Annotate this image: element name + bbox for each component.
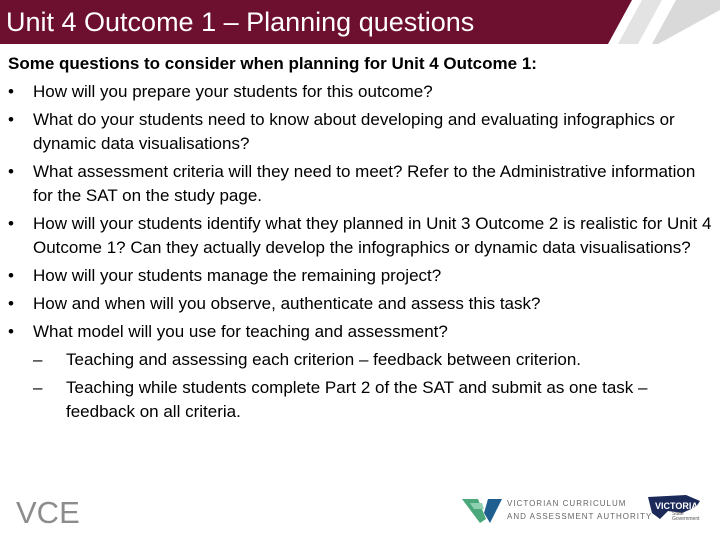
vce-logo: VCE	[16, 495, 80, 530]
slide-title: Unit 4 Outcome 1 – Planning questions	[6, 7, 475, 37]
bullet-marker: •	[8, 322, 14, 341]
model-sub-list	[33, 348, 714, 424]
vcaa-wordmark	[507, 497, 652, 523]
list-item	[8, 320, 714, 424]
title-stripe-2	[652, 0, 720, 44]
vcaa-logo-left-shape	[462, 499, 486, 523]
sub-list-item-text: Teaching and assessing each criterion – feedback between criterion.	[66, 350, 582, 369]
bullet-marker: •	[8, 162, 14, 181]
dash-marker: –	[33, 350, 43, 369]
list-item-text: How will you prepare your students for this outcome?	[33, 82, 433, 101]
bullet-marker: •	[8, 294, 14, 313]
bullet-marker: •	[8, 214, 14, 233]
sub-list-item	[33, 376, 714, 424]
list-item-text: What assessment criteria will they need to meet? Refer to the Administrative information for the SAT on the study page.	[33, 162, 696, 205]
list-item-text: What do your students need to know about developing and evaluating infographics or dynamic data visualisations?	[33, 110, 675, 153]
sub-list-item-text: Teaching while students complete Part 2 of the SAT and submit as one task – feedback on all criteria.	[66, 378, 648, 421]
list-item	[8, 292, 714, 316]
list-item-text: How and when will you observe, authenticate and assess this task?	[33, 294, 541, 313]
list-item-text: What model will you use for teaching and assessment?	[33, 322, 448, 341]
vcaa-logo-icon	[462, 497, 502, 525]
list-item-text: How will your students identify what they planned in Unit 3 Outcome 2 is realistic for Unit 4 Outcome 1? Can they actually develop the infographics or dynamic data visualisations?	[33, 214, 712, 257]
slide-intro: Some questions to consider when planning for Unit 4 Outcome 1:	[8, 54, 537, 73]
state-government-line-2: Government	[672, 516, 700, 522]
list-item-text: How will your students manage the remaining project?	[33, 266, 442, 285]
bullet-marker: •	[8, 110, 14, 129]
footer	[0, 488, 720, 540]
bullet-marker: •	[8, 82, 14, 101]
vcaa-logo-right-shape	[484, 499, 502, 523]
list-item	[8, 160, 714, 208]
state-government-line-1: State	[672, 511, 684, 517]
list-item	[8, 264, 714, 288]
victoria-wordmark: VICTORIA	[655, 501, 698, 511]
state-government-text	[672, 512, 700, 522]
list-item	[8, 212, 714, 260]
question-list	[8, 80, 714, 424]
vcaa-line-1: VICTORIAN CURRICULUM	[507, 499, 627, 508]
sub-list-item	[33, 348, 714, 372]
vcaa-line-2: AND ASSESSMENT AUTHORITY	[507, 512, 653, 521]
title-bar	[0, 0, 720, 44]
bullet-marker: •	[8, 266, 14, 285]
list-item	[8, 108, 714, 156]
dash-marker: –	[33, 378, 43, 397]
slide-content	[8, 52, 714, 428]
list-item	[8, 80, 714, 104]
